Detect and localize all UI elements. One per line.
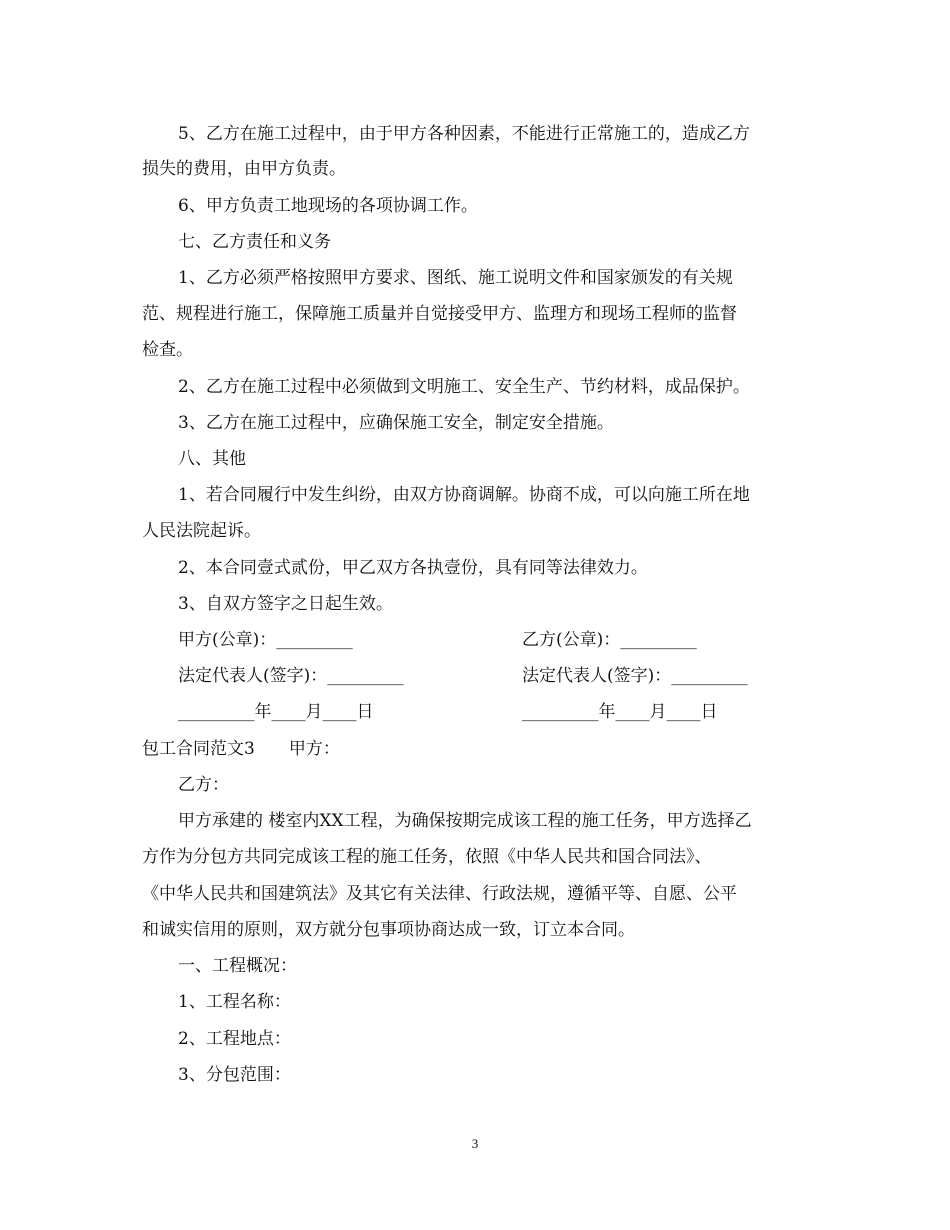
party-b-rep-field: 法定代表人(签字)：_________ bbox=[522, 666, 748, 686]
other-1: 1、若合同履行中发生纠纷，由双方协商调解。协商不成，可以向施工所在地 bbox=[178, 485, 750, 505]
clause-5-continued: 损失的费用，由甲方负责。 bbox=[142, 159, 346, 179]
other-1-continued: 人民法院起诉。 bbox=[142, 521, 261, 541]
clause-5: 5、乙方在施工过程中，由于甲方各种因素，不能进行正常施工的，造成乙方 bbox=[178, 124, 750, 144]
other-3: 3、自双方签字之日起生效。 bbox=[178, 594, 393, 614]
intro-line-4: 和诚实信用的原则，双方就分包事项协商达成一致，订立本合同。 bbox=[142, 920, 635, 940]
contract-3-party-b: 乙方： bbox=[178, 775, 229, 795]
contract-3-heading: 包工合同范文3 甲方： bbox=[142, 739, 340, 759]
duty-2: 2、乙方在施工过程中必须做到文明施工、安全生产、节约材料，成品保护。 bbox=[178, 377, 750, 397]
intro-line-1: 甲方承建的 楼室内XX工程，为确保按期完成该工程的施工任务，甲方选择乙 bbox=[178, 811, 752, 831]
intro-line-2: 方作为分包方共同完成该工程的施工任务，依照《中华人民共和国合同法》、 bbox=[142, 847, 712, 867]
intro-line-3: 《中华人民共和国建筑法》及其它有关法律、行政法规，遵循平等、自愿、公平 bbox=[142, 884, 737, 904]
section-1-heading: 一、工程概况： bbox=[178, 956, 297, 976]
duty-3: 3、乙方在施工过程中，应确保施工安全，制定安全措施。 bbox=[178, 413, 614, 433]
page-number: 3 bbox=[471, 1136, 479, 1151]
party-b-seal-field: 乙方(公章)：_________ bbox=[522, 630, 697, 650]
clause-6: 6、甲方负责工地现场的各项协调工作。 bbox=[178, 196, 478, 216]
duty-1: 1、乙方必须严格按照甲方要求、图纸、施工说明文件和国家颁发的有关规 bbox=[178, 268, 733, 288]
party-a-rep-field: 法定代表人(签字)：_________ bbox=[178, 666, 404, 686]
subcontract-scope-item: 3、分包范围： bbox=[178, 1065, 291, 1085]
other-2: 2、本合同壹式贰份，甲乙双方各执壹份，具有同等法律效力。 bbox=[178, 558, 648, 578]
party-b-date-field: _________年____月____日 bbox=[522, 702, 718, 722]
section-8-heading: 八、其他 bbox=[178, 449, 246, 469]
duty-1-continued: 范、规程进行施工，保障施工质量并自觉接受甲方、监理方和现场工程师的监督 bbox=[142, 304, 737, 324]
party-a-seal-field: 甲方(公章)：_________ bbox=[178, 630, 353, 650]
party-a-date-field: _________年____月____日 bbox=[178, 702, 374, 722]
project-location-item: 2、工程地点： bbox=[178, 1029, 291, 1049]
section-7-heading: 七、乙方责任和义务 bbox=[178, 232, 331, 252]
duty-1-end: 检查。 bbox=[142, 340, 193, 360]
project-name-item: 1、工程名称： bbox=[178, 992, 291, 1012]
